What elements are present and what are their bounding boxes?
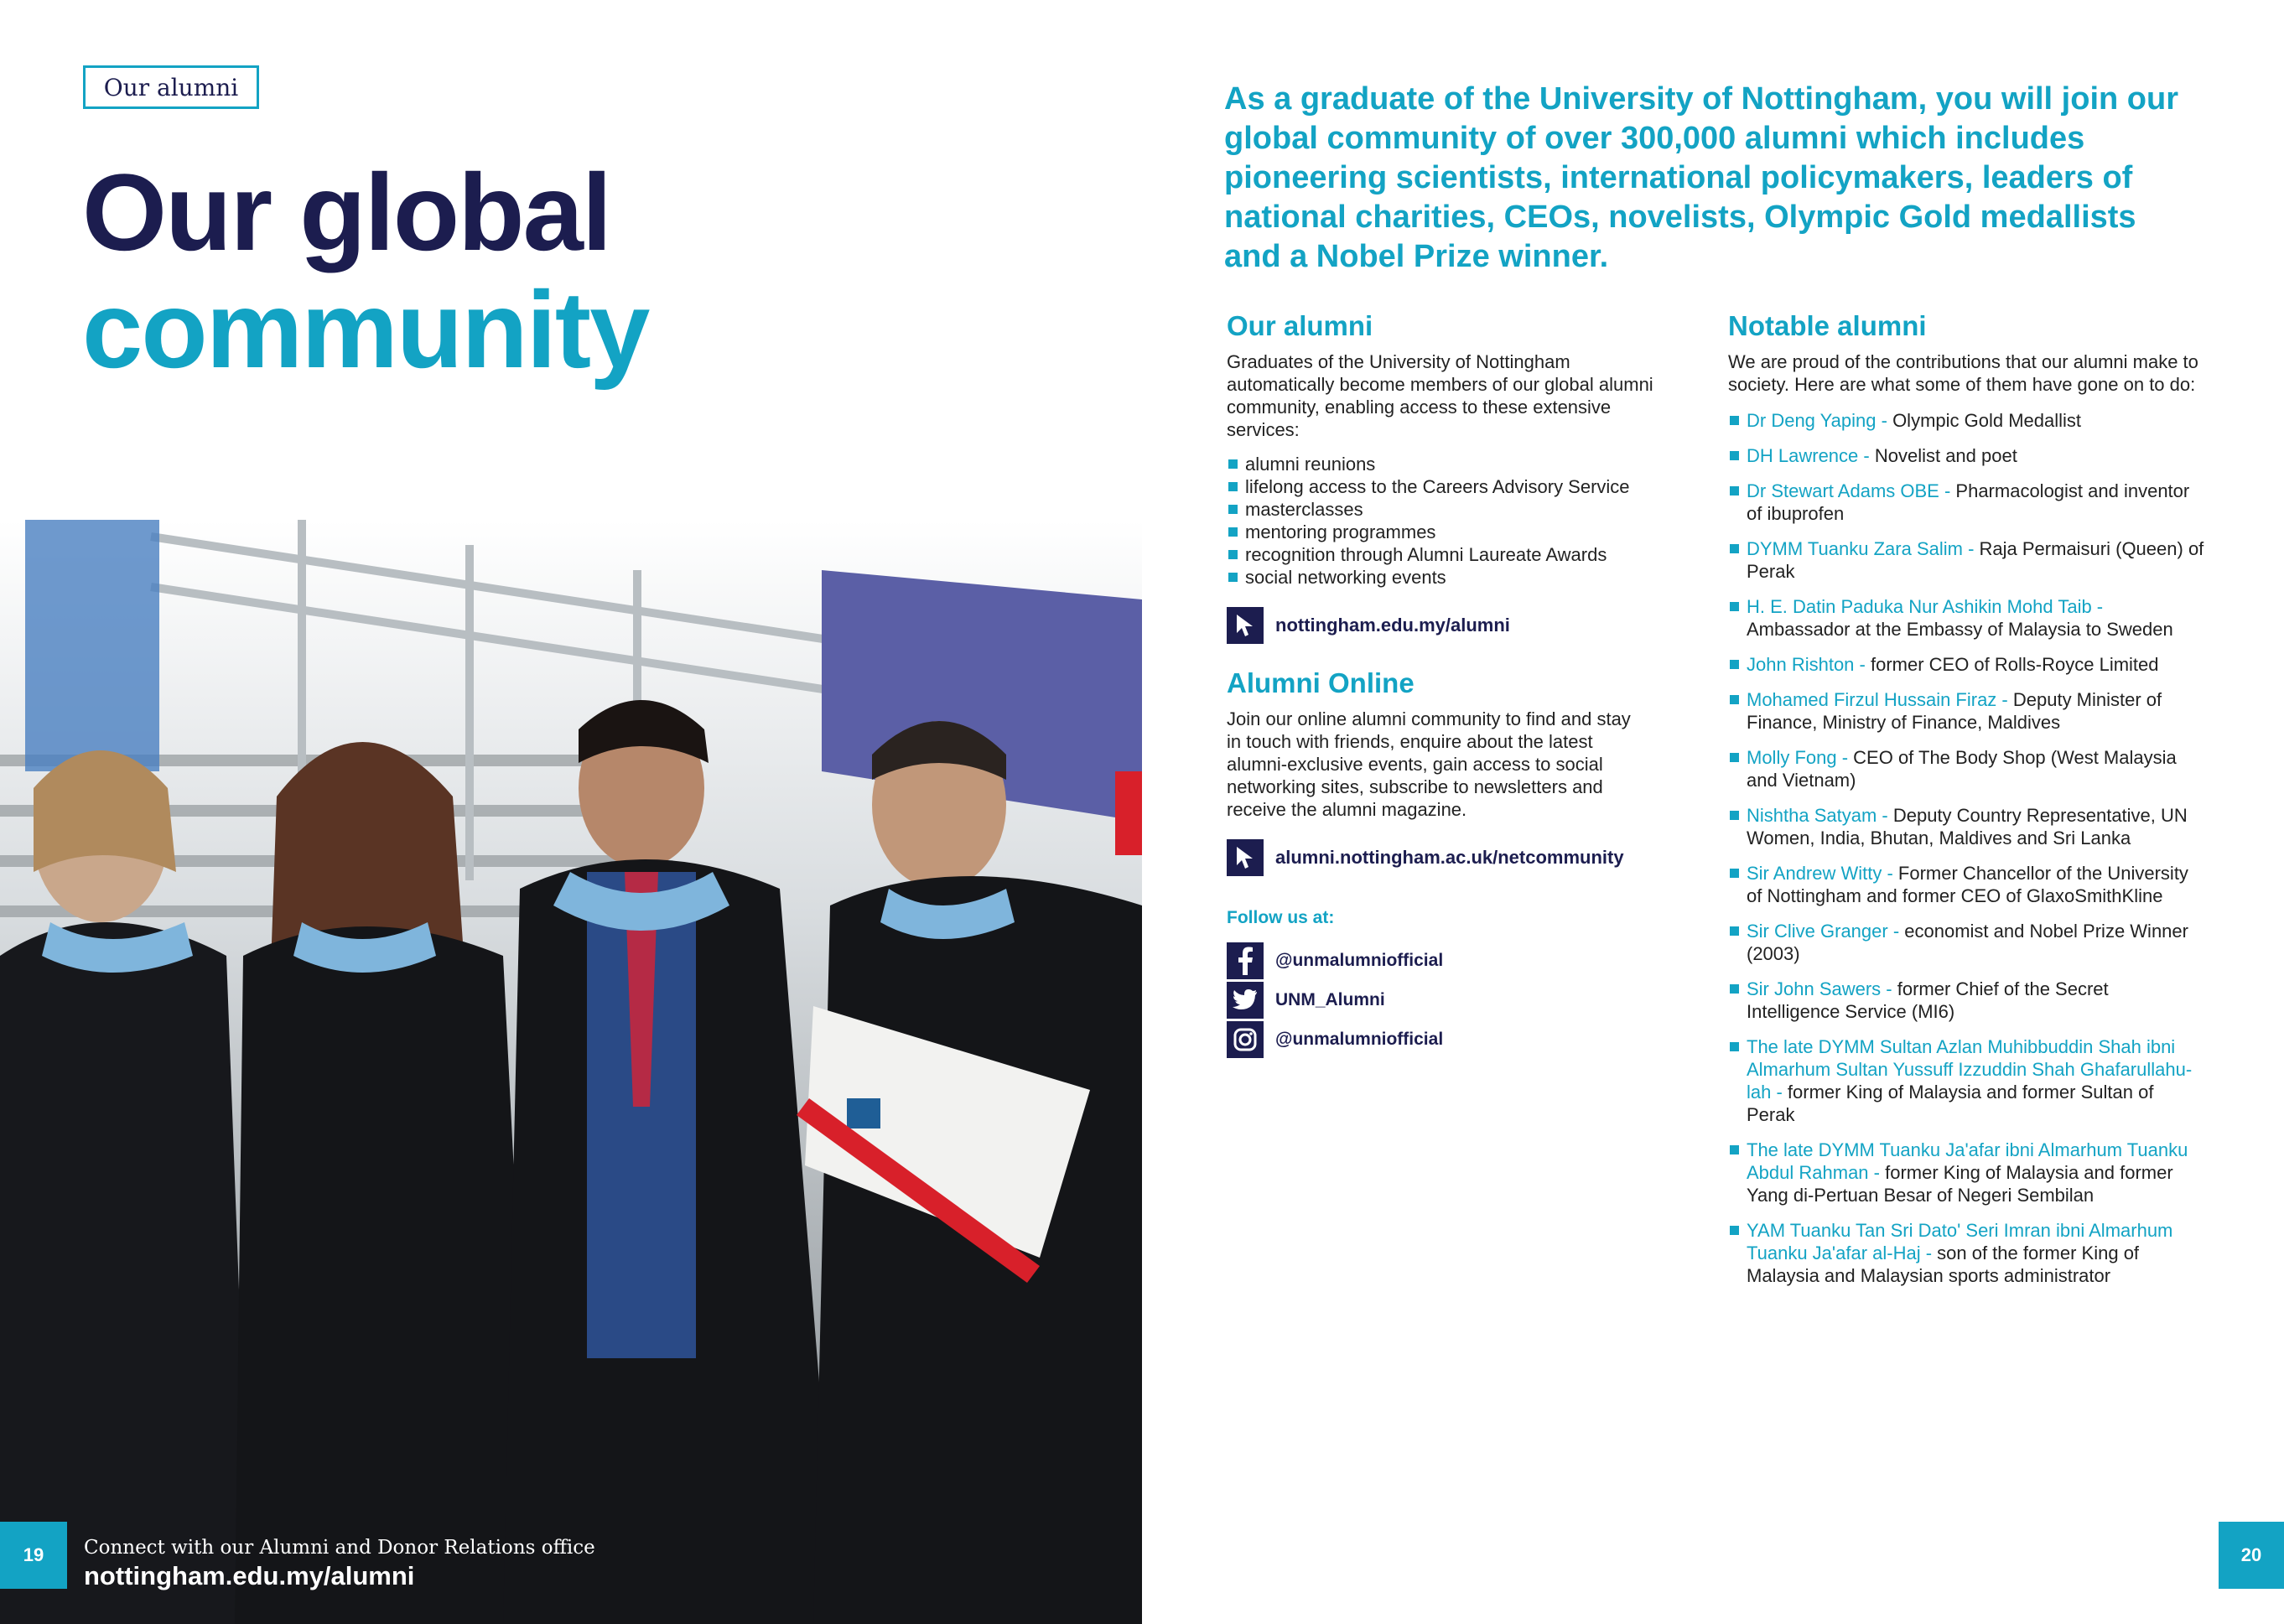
list-item: masterclasses [1227, 498, 1679, 521]
intro-text: As a graduate of the University of Nottingham, you will join our global community of over 300,000 alumni which includes pioneering scientists, international policymakers, leaders of national charities, CEOs, novelists, Olympic Gold medallists and a Nobel Prize winner. [1224, 81, 2178, 274]
footer-connect-text: Connect with our Alumni and Donor Relations office [84, 1537, 595, 1559]
alumnus-name: DH Lawrence - [1747, 445, 1870, 466]
alumnus-desc: son of the former King of Malaysia and Malaysian sports administrator [1747, 1243, 2140, 1286]
alumnus-desc: Former Chancellor of the University of Nottingham and former CEO of GlaxoSmithKline [1747, 863, 2188, 906]
cursor-icon [1227, 839, 1264, 876]
list-item [1728, 444, 2206, 467]
list-item: mentoring programmes [1227, 521, 1679, 543]
section-tag: Our alumni [83, 65, 259, 109]
instagram-handle[interactable]: @unmalumniofficial [1275, 1030, 1444, 1049]
follow-label: Follow us at: [1227, 908, 1335, 927]
list-item [1728, 920, 2206, 965]
list-item: recognition through Alumni Laureate Awards [1227, 543, 1679, 566]
list-item: social networking events [1227, 566, 1679, 589]
notable-alumni-intro: We are proud of the contributions that our alumni make to society. Here are what some of them have gone on to do: [1728, 351, 2198, 395]
our-alumni-heading: Our alumni [1227, 310, 1373, 341]
alumnus-desc: CEO of The Body Shop (West Malaysia and Vietnam) [1747, 747, 2177, 791]
list-item [1728, 1219, 2206, 1287]
alumnus-desc: Raja Permaisuri (Queen) of Perak [1747, 538, 2204, 582]
alumnus-name: Molly Fong - [1747, 747, 1849, 768]
list-item [1728, 804, 2206, 849]
notable-alumni-section [1728, 310, 2206, 1300]
alumni-online-heading: Alumni Online [1227, 667, 1415, 698]
list-item [1728, 688, 2206, 734]
notable-alumni-heading: Notable alumni [1728, 310, 1927, 341]
list-item [1728, 862, 2206, 907]
alumnus-name: Sir John Sawers - [1747, 978, 1892, 999]
alumnus-name: H. E. Datin Paduka Nur Ashikin Mohd Taib - [1747, 596, 2104, 617]
list-item: lifelong access to the Careers Advisory Service [1227, 475, 1679, 498]
graduates-photo [0, 520, 1142, 1624]
alumnus-desc: former Chief of the Secret Intelligence Service (MI6) [1747, 978, 2109, 1022]
alumnus-desc: Pharmacologist and inventor of ibuprofen [1747, 480, 2190, 524]
list-item [1728, 1139, 2206, 1206]
services-list [1227, 453, 1679, 589]
alumnus-name: DYMM Tuanku Zara Salim - [1747, 538, 1975, 559]
alumnus-name: YAM Tuanku Tan Sri Dato' Seri Imran ibni Almarhum Tuanku Ja'afar al-Haj - [1747, 1220, 2173, 1263]
alumnus-name: The late DYMM Tuanku Ja'afar ibni Almarhum Tuanku Abdul Rahman - [1747, 1139, 2188, 1183]
list-item [1728, 409, 2206, 432]
instagram-icon [1227, 1021, 1264, 1058]
alumnus-desc: former King of Malaysia and former Sultan of Perak [1747, 1082, 2154, 1125]
facebook-icon [1227, 942, 1264, 979]
page-number-left: 19 [0, 1522, 67, 1589]
cursor-icon [1227, 607, 1264, 644]
alumnus-desc: former King of Malaysia and former Yang di-Pertuan Besar of Negeri Sembilan [1747, 1162, 2173, 1206]
alumnus-name: The late DYMM Sultan Azlan Muhibbuddin Shah ibni Almarhum Sultan Yussuff Izzuddin Shah Ghafarullahu-lah - [1747, 1036, 2193, 1103]
alumnus-desc: former CEO of Rolls-Royce Limited [1865, 654, 2159, 675]
page-title-line1: Our global [82, 151, 610, 273]
alumnus-desc: Ambassador at the Embassy of Malaysia to Sweden [1747, 619, 2173, 640]
list-item [1728, 978, 2206, 1023]
page-title-line2: community [82, 268, 649, 391]
notable-alumni-list [1728, 409, 2206, 1287]
alumnus-desc: Deputy Minister of Finance, Ministry of Finance, Maldives [1747, 689, 2162, 733]
alumnus-desc: Deputy Country Representative, UN Women, India, Bhutan, Maldives and Sri Lanka [1747, 805, 2188, 848]
alumnus-name: Nishtha Satyam - [1747, 805, 1888, 826]
list-item [1728, 480, 2206, 525]
netcommunity-link-text[interactable]: alumni.nottingham.ac.uk/netcommunity [1275, 847, 1624, 868]
twitter-link[interactable] [1227, 981, 1679, 1020]
our-alumni-body: Graduates of the University of Nottingham automatically become members of our global alumni community, enabling access to these extensive services: [1227, 351, 1653, 440]
page-number-right: 20 [2219, 1522, 2284, 1589]
list-item [1728, 537, 2206, 583]
alumni-online-body: Join our online alumni community to find and stay in touch with friends, enquire about the latest alumni-exclusive events, gain access to social networking sites, subscribe to newsletters and receive the alumni magazine. [1227, 708, 1631, 820]
alumnus-desc: economist and Nobel Prize Winner (2003) [1747, 921, 2188, 964]
alumni-link[interactable] [1227, 607, 1679, 644]
alumnus-name: Dr Stewart Adams OBE - [1747, 480, 1951, 501]
twitter-handle[interactable]: UNM_Alumni [1275, 990, 1385, 1009]
facebook-link[interactable] [1227, 942, 1679, 980]
alumnus-name: Dr Deng Yaping - [1747, 410, 1887, 431]
our-alumni-section [1227, 310, 1679, 1059]
list-item [1728, 653, 2206, 676]
footer-url[interactable]: nottingham.edu.my/alumni [84, 1561, 415, 1590]
alumnus-name: Mohamed Firzul Hussain Firaz - [1747, 689, 2008, 710]
alumnus-name: John Rishton - [1747, 654, 1866, 675]
instagram-link[interactable] [1227, 1020, 1679, 1059]
twitter-icon [1227, 982, 1264, 1019]
alumnus-name: Sir Andrew Witty - [1747, 863, 1893, 884]
list-item [1728, 595, 2206, 641]
facebook-handle[interactable]: @unmalumniofficial [1275, 951, 1444, 970]
list-item [1728, 746, 2206, 791]
alumnus-desc: Olympic Gold Medallist [1887, 410, 2082, 431]
list-item [1728, 1035, 2206, 1126]
alumnus-desc: Novelist and poet [1869, 445, 2017, 466]
alumni-link-text[interactable]: nottingham.edu.my/alumni [1275, 615, 1510, 636]
alumnus-name: Sir Clive Granger - [1747, 921, 1900, 942]
list-item: alumni reunions [1227, 453, 1679, 475]
netcommunity-link[interactable] [1227, 839, 1679, 876]
